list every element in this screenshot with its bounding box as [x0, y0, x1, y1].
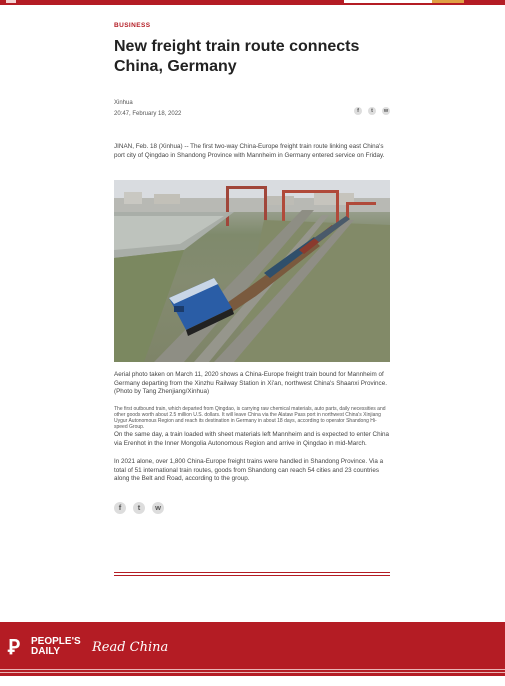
twitter-icon[interactable]: t — [133, 502, 145, 514]
article-lead: JINAN, Feb. 18 (Xinhua) -- The first two-way China-Europe freight train route linking east China's port city of Qingdao in Shandong Province with Mannheim in Germany entered service on Friday. — [114, 143, 385, 159]
footer-line — [0, 672, 505, 673]
logo-line-2: DAILY — [31, 646, 61, 657]
weibo-icon[interactable]: w — [383, 108, 389, 114]
footer-line — [0, 669, 505, 670]
article-paragraph-1: The first outbound train, which departed from Qingdao, is carrying raw chemical materials, auto parts, daily necessities and other goods worth about 2.5 million U.S. dollars. It will leave China via the Alataw Pass port in northwest China's Xinjiang Uygur Autonomous Region and reach its destination in Germany in about 18 days, according to operator Shandong Hi-speed Group. — [114, 405, 386, 430]
article-title: New freight train route connects China, Germany — [114, 38, 360, 75]
footer — [0, 622, 505, 676]
footer-logo-text[interactable] — [31, 637, 91, 657]
logo-line-1: PEOPLE'S — [31, 636, 81, 647]
top-bar — [0, 0, 505, 5]
twitter-icon[interactable]: t — [368, 107, 376, 115]
article-paragraph-2: On the same day, a train loaded with sheet materials left Mannheim and is expected to enter China via Erenhot in the Inner Mongolia Autonomous Region and arrive in Qingdao in mid-March. — [114, 430, 389, 447]
footer-slogan: Read China — [92, 640, 169, 655]
divider-line — [114, 572, 390, 573]
peoples-daily-logo-icon[interactable]: Ꝑ — [8, 635, 21, 659]
facebook-icon[interactable]: f — [114, 502, 126, 514]
share-bar-top — [354, 107, 390, 115]
search-button[interactable] — [432, 0, 464, 3]
top-bar-mark — [6, 0, 16, 3]
article — [114, 22, 390, 514]
article-meta — [114, 100, 390, 122]
facebook-icon[interactable]: f — [354, 107, 362, 115]
article-photo — [114, 180, 390, 362]
article-timestamp: 20:47, February 18, 2022 — [114, 111, 182, 117]
search-input[interactable] — [344, 0, 432, 3]
article-category[interactable]: BUSINESS — [114, 22, 151, 29]
share-bar-bottom — [114, 502, 390, 514]
photo-caption: Aerial photo taken on March 11, 2020 shows a China-Europe freight train bound for Mannheim of Germany departing from the Xinzhu Railway Station in Xi'an, northwest China's Shaanxi Province. (Photo by Tang Zhenjiang/Xinhua) — [114, 371, 387, 396]
article-paragraph-3: In 2021 alone, over 1,800 China-Europe freight trains were handled in Shandong Province. Via a total of 51 international train routes, goods from Shandong can reach 54 cities and 23 countries along the Belt and Road, according to the group. — [114, 458, 384, 483]
divider-line — [114, 575, 390, 576]
article-source: Xinhua — [114, 100, 133, 106]
weibo-icon[interactable]: w — [152, 502, 164, 514]
